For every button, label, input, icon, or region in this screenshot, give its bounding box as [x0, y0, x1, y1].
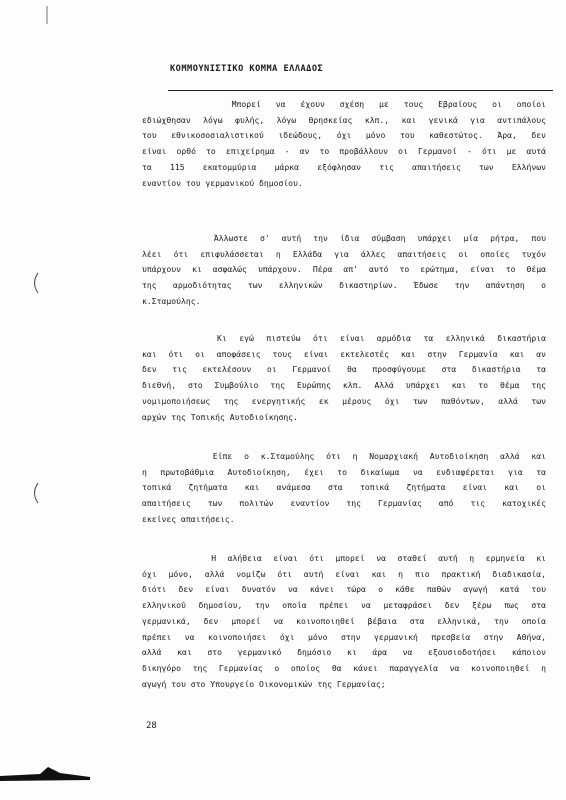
text-line: όχι μόνο, αλλά νομίζω ότι αυτή είναι και η πιο πρακτική διαδικασία,	[142, 568, 546, 579]
text-line: της αρμοδιότητας των ελληνικών δικαστηρίων. Έδωσε την απάντηση ο	[142, 280, 546, 291]
text-line: κ.Σταμούλης.	[142, 295, 201, 306]
text-line: υπάρχουν κι ασφαλώς υπάρχουν. Πέρα απ' αυτό το ερώτημα, είναι το θέμα	[142, 264, 546, 275]
text-line: πρέπει να κοινοποιήσει όχι μόνο στην γερμανική πρεσβεία στην Αθήνα,	[142, 631, 546, 642]
text-line: δεν τις εκτελέσουν οι Γερμανοί θα προσφύγουμε στα δικαστήρια τα	[142, 364, 546, 375]
text-line: Κι εγώ πιστεύω ότι είναι αρμόδια τα ελληνικά δικαστήρια	[142, 333, 546, 343]
text-line: εδιώχθησαν λόγω φυλής, λόγω θρησκείας κλπ., και γενικά για αντιπάλους	[142, 114, 546, 125]
text-line: αρχών της Τοπικής Αυτοδιοίκησης.	[142, 411, 298, 422]
text-line: απαιτήσεις των πολιτών εναντίον της Γερμανίας από τις κατοχικές	[142, 498, 546, 509]
text-line: εκείνες απαιτήσεις.	[142, 513, 235, 524]
text-line: Η αλήθεια είναι ότι μπορεί να σταθεί αυτή η ερμηνεία κι	[142, 553, 546, 563]
text-line: Άλλωστε σ' αυτή την ίδια σύμβαση υπάρχει μία ρήτρα, που	[142, 233, 546, 243]
text-line: Μπορεί να έχουν σχέση με τους Εβραίους οι οποίοι	[142, 99, 546, 109]
text-line: τοπικά ζητήματα και ανάμεσα στα τοπικά ζητήματα είναι και οι	[142, 482, 546, 493]
header-title: ΚΟΜΜΟΥΝΙΣΤΙΚΟ ΚΟΜΜΑ ΕΛΛΑΔΟΣ	[170, 64, 324, 74]
text-line: λέει ότι επιφυλάσσεται η Ελλάδα για άλλες απαιτήσεις οι οποίες τυχόν	[142, 248, 546, 259]
text-line: αλλά και στο γερμανικό δημόσιο κι άρα να εξουσιοδοτήσει κάποιον	[142, 647, 546, 658]
scan-smudge	[0, 764, 90, 784]
paragraph-5	[142, 551, 546, 692]
text-line: Είπε ο κ.Σταμούλης ότι η Νομαρχιακή Αυτοδιοίκηση αλλά και	[142, 451, 546, 461]
text-line: είναι ορθό το επιχείρημα - αν το προβάλλουν οι Γερμανοί - ότι με αυτά	[142, 146, 546, 157]
text-line: νομιμοποιήσεως της ενεργητικής εκ μέρους όχι των παθόντων, αλλά των	[142, 395, 546, 406]
punch-hole-mark	[30, 482, 40, 504]
scan-tick-mark	[44, 6, 50, 26]
text-line: εναντίον του γερμανικού δημοσίου.	[142, 177, 303, 188]
punch-hole-mark	[30, 272, 40, 294]
text-line: γερμανικά, δεν μπορεί να κοινοποιηθεί βέβαια στα ελληνικά, την οποία	[142, 615, 546, 626]
text-line: αγωγή του στο Υπουργείο Οικονομικών της Γερμανίας;	[142, 678, 386, 689]
text-line: του εθνικοσοσιαλιστικού ιδεώδους, όχι μόνο του καθεστώτος. Άρα, δεν	[142, 130, 546, 141]
paragraph-1	[142, 97, 546, 191]
text-line: η πρωτοβάθμια Αυτοδιοίκηση, έχει το δικαίωμα να ενδιαφέρεται για τα	[142, 466, 546, 477]
paragraph-2	[142, 231, 546, 310]
text-line: ελληνικού δημοσίου, την οποία πρέπει να μεταφράσει δεν ξέρω πως στα	[142, 600, 546, 611]
text-line: διεθνή, στο Συμβούλιο της Ευρώπης κλπ. Αλλά υπάρχει και το θέμα της	[142, 380, 546, 391]
text-line: τα 115 εκατομμύρια μάρκα εξόφλησαν τις απαιτήσεις των Ελλήνων	[142, 161, 546, 172]
header-rule	[168, 90, 553, 91]
paragraph-4	[142, 449, 546, 528]
page-number: 28	[146, 721, 157, 731]
paragraph-3	[142, 331, 546, 425]
text-line: δικηγόρο της Γερμανίας ο οποίος θα κάνει παραγγελία να κοινοποιηθεί η	[142, 662, 546, 673]
text-line: και ότι οι αποφάσεις τους είναι εκτελεστές και στην Γερμανία και αν	[142, 348, 546, 359]
text-line: διότι δεν είναι δυνατόν να κάνει τώρα ο κάθε παθών αγωγή κατά του	[142, 584, 546, 595]
